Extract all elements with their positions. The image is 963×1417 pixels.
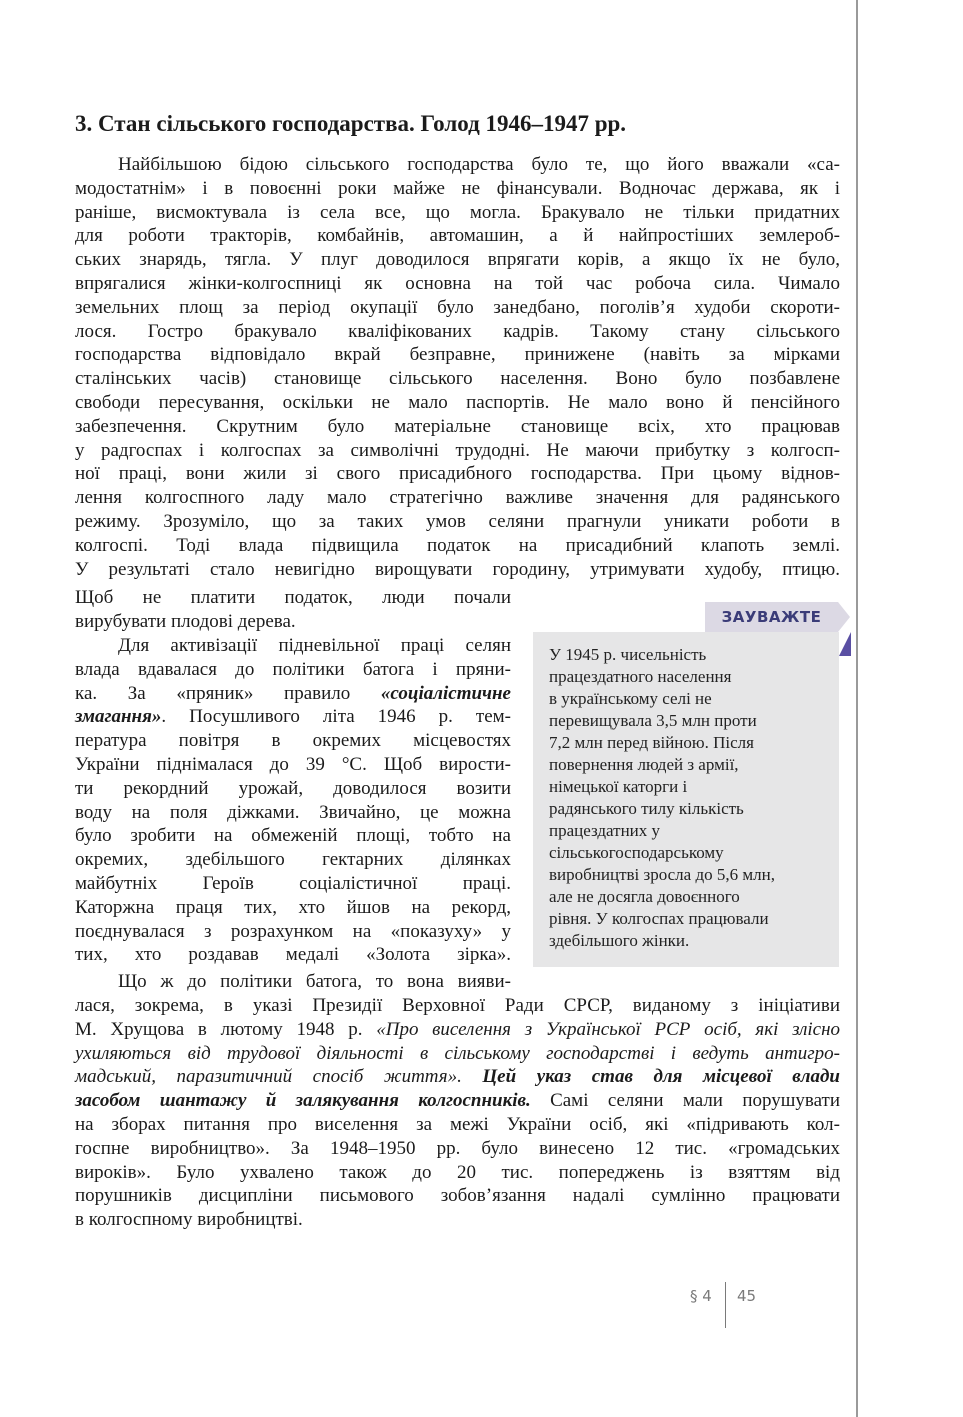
decree-title: мадський, паразитичний спосіб життя». [75, 1066, 462, 1088]
decree-title: «Про виселення з Української РСР осіб, які злісно [376, 1018, 840, 1040]
note-line: У 1945 р. чисельність [549, 645, 707, 664]
text-line: ських знарядь, тягла. У плуг доводилося впрягати корів, а якщо їх не було, [75, 249, 840, 271]
note-line: німецької каторги і [549, 777, 688, 796]
text-line: вирубувати плодові дерева. [75, 610, 296, 632]
note-line: в українському селі не [549, 689, 712, 708]
note-accent [839, 632, 851, 656]
text-line: лення колгоспного ладу мало стратегічно важливе значення для радянського [75, 487, 840, 509]
text-segment: . Посушливого літа 1946 р. тем- [161, 706, 511, 728]
text-line: Каторжна праця тих, хто йшов на рекорд, [75, 896, 511, 918]
text-line: майбутніх Героїв соціалістичної праці. [75, 872, 511, 894]
text-line: госпне виробництво». За 1948–1950 рр. було винесено 12 тис. «громадських [75, 1137, 840, 1159]
note-label: ЗАУВАЖТЕ [705, 602, 838, 632]
text-line: ної праці, вони жили зі свого присадибного господарства. При цьому віднов- [75, 463, 840, 485]
decree-title: ухиляються від трудової діяльності в сільському господарстві і ведуть антигро- [75, 1042, 840, 1064]
emphasis-term: змагання» [75, 706, 162, 728]
note-line: виробництві зросла до 5,6 млн, [549, 865, 775, 884]
text-line: України піднімалася до 39 °С. Щоб вирости- [75, 753, 511, 775]
text-line [75, 705, 511, 729]
note-box [533, 632, 839, 967]
text-line [75, 1089, 840, 1113]
text-line: колгоспі. Тоді влада підвищила податок на присадибний клапоть землі. [75, 534, 840, 556]
page-number: 45 [737, 1287, 757, 1305]
note-label-arrow [838, 602, 850, 632]
text-line: Що ж до політики батога, то вона вияви- [118, 971, 511, 992]
text-line: модостатнім» і в повоєнні роки майже не фінансували. Водночас держава, як і [75, 177, 840, 199]
paragraph-2 [75, 634, 511, 967]
text-line: влада вдавалася до політики батога і пряни- [75, 658, 511, 680]
text-line [75, 1065, 840, 1089]
text-line: поєднувалася з розрахунком на «показуху» у [75, 920, 511, 942]
text-segment: ка. За «пряник» правило [75, 682, 381, 704]
section-number: § 4 [690, 1287, 712, 1305]
text-line: тих, хто роздавав медалі «Золота зірка». [75, 944, 511, 966]
note-line: працездатних у [549, 821, 661, 840]
text-line: у радгоспах і колгоспах за символічні трудодні. Не маючи прибутку з колгосп- [75, 439, 840, 461]
text-line: на зборах питання про виселення за межі України осіб, які «підривають кол- [75, 1113, 840, 1135]
section-heading: 3. Стан сільського господарства. Голод 1946–1947 рр. [75, 111, 627, 136]
paragraph-3-start [75, 970, 511, 994]
note-line: радянського тилу кількість [549, 799, 744, 818]
note-line: перевищувала 3,5 млн проти [549, 711, 757, 730]
text-line: вироків». Було ухвалено також до 20 тис. попереджень із взяттям від [75, 1161, 840, 1183]
note-line: здебільшого жінки. [549, 931, 690, 950]
text-line [75, 1042, 840, 1066]
emphasis-statement: засобом шантажу й залякування колгоспників. [75, 1090, 531, 1112]
footer-divider [725, 1282, 726, 1328]
note-line: рівня. У колгоспах працювали [549, 909, 769, 928]
paragraph-1-tail [75, 586, 511, 634]
text-line: воду на поля діжками. Звичайно, це можна [75, 801, 511, 823]
paragraph-3 [75, 994, 840, 1232]
text-line: в колгоспному виробництві. [75, 1209, 303, 1231]
text-line: окремих, здебільшого гектарних ділянках [75, 849, 511, 871]
text-line: господарства відповідало вкрай безправне, принижене (навіть за мірками [75, 344, 840, 366]
emphasis-term: «соціалістичне [380, 682, 511, 704]
text-line [75, 682, 511, 706]
emphasis-statement: Цей указ став для місцевої влади [482, 1066, 840, 1088]
text-line: сталінських часів) становище сільського населення. Воно було позбавлене [75, 368, 840, 390]
note-line: але не досягла довоєнного [549, 887, 740, 906]
text-line: порушників дисципліни письмового зобов’язання надалі сумлінно працювати [75, 1185, 840, 1207]
text-line: лася, зокрема, в указі Президії Верховної Ради СРСР, виданому з ініціативи [75, 995, 840, 1016]
text-line: Щоб не платити податок, люди почали [75, 587, 511, 608]
text-line: земельних площ за період окупації було занедбано, поголів’я худоби скороти- [75, 296, 840, 318]
note-line: 7,2 млн перед війною. Після [549, 733, 754, 752]
note-line: повернення людей з армії, [549, 755, 739, 774]
text-line: Найбільшою бідою сільського господарства було те, що його вважали «са- [118, 154, 840, 175]
paragraph-3-rest [75, 1113, 840, 1232]
text-segment: Самі селяни мали порушувати [530, 1090, 840, 1112]
text-line: раніше, висмоктувала із села все, що могла. Бракувало не тільки придатних [75, 201, 840, 223]
text-line: було зробити на обмеженій площі, тобто на [75, 825, 511, 847]
text-line: свободи пересування, оскільки не мало паспортів. Не мало воно й пенсійного [75, 391, 840, 413]
paragraph-2-rest [75, 729, 511, 967]
page-edge-line [856, 0, 858, 1417]
text-line: У результаті стало невигідно вирощувати городину, утримувати худобу, птицю. [75, 558, 840, 580]
text-line: лося. Гостро бракувало кваліфікованих кадрів. Такому стану сільського [75, 320, 840, 342]
note-text [549, 644, 829, 952]
text-line: забезпечення. Скрутним було матеріальне становище всіх, хто працював [75, 415, 840, 437]
text-line [75, 1018, 840, 1042]
text-line: Для активізації підневільної праці селян [118, 635, 511, 656]
note-line: сільськогосподарському [549, 843, 724, 862]
paragraph-1 [75, 153, 840, 581]
text-line: для роботи тракторів, комбайнів, автомашин, а й найпростіших землероб- [75, 225, 840, 247]
text-line: пература повітря в окремих місцевостях [75, 730, 511, 752]
note-line: працездатного населення [549, 667, 732, 686]
text-line: впрягалися жінки-колгоспниці як основна на той час робоча сила. Чимало [75, 272, 840, 294]
text-segment: М. Хрущова в лютому 1948 р. [75, 1018, 377, 1040]
text-line: ти рекордний урожай, доводилося возити [75, 777, 511, 799]
text-line: режиму. Зрозуміло, що за таких умов селяни прагнули уникати роботи в [75, 510, 840, 532]
